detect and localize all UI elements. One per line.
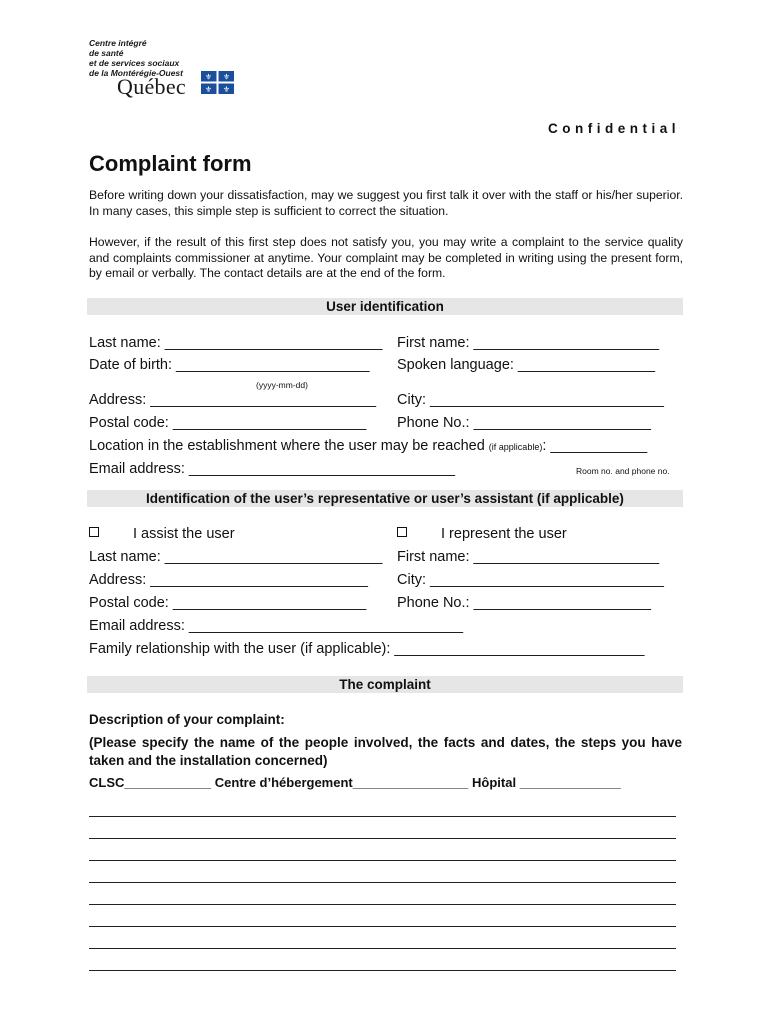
installation-fields[interactable]: CLSC____________ Centre d’hébergement________________ Hôpital ______________ xyxy=(89,775,621,790)
user-address-field[interactable]: Address: ____________________________ xyxy=(89,392,377,408)
establishment-name xyxy=(89,38,183,78)
checkbox-icon[interactable] xyxy=(89,527,99,537)
represent-user-label: I represent the user xyxy=(441,526,567,542)
assist-user-checkbox[interactable] xyxy=(89,526,235,542)
svg-text:⚜: ⚜ xyxy=(222,85,231,94)
checkbox-icon[interactable] xyxy=(397,527,407,537)
user-email-field[interactable]: Email address: _________________________________ xyxy=(89,461,456,477)
user-phone-field[interactable]: Phone No.: ______________________ xyxy=(397,415,651,431)
user-dob-field[interactable]: Date of birth: ________________________ xyxy=(89,357,370,373)
quebec-flag-icon xyxy=(201,71,234,94)
quebec-wordmark: Québec xyxy=(117,74,186,99)
rep-relationship-field[interactable]: Family relationship with the user (if applicable): _______________________________ xyxy=(89,641,645,657)
represent-user-checkbox[interactable] xyxy=(397,526,567,542)
rep-phone-field[interactable]: Phone No.: ______________________ xyxy=(397,595,651,611)
intro-paragraph: However, if the result of this first step does not satisfy you, you may write a complaint to the service quality and complaints commissioner at anytime. Your complaint may be completed in writing using the present form, by email or verbally. The contact details are at the end of the form. xyxy=(89,235,683,281)
establishment-name-line: et de services sociaux xyxy=(89,58,180,68)
section-heading-representative: Identification of the user’s representative or user’s assistant (if applicable) xyxy=(87,490,683,507)
establishment-name-line: Centre intégré xyxy=(89,38,147,48)
writing-line[interactable] xyxy=(89,882,676,883)
user-postal-code-field[interactable]: Postal code: ________________________ xyxy=(89,415,367,431)
section-heading-user: User identification xyxy=(87,298,683,315)
user-location-field[interactable] xyxy=(89,438,647,454)
user-location-hint: (if applicable) xyxy=(488,442,543,452)
writing-line[interactable] xyxy=(89,948,676,949)
writing-line[interactable] xyxy=(89,816,676,817)
dob-format-hint: (yyyy-mm-dd) xyxy=(256,380,308,390)
establishment-name-line: de santé xyxy=(89,48,124,58)
rep-email-field[interactable]: Email address: __________________________________ xyxy=(89,618,464,634)
user-city-field[interactable]: City: _____________________________ xyxy=(397,392,664,408)
rep-address-field[interactable]: Address: ___________________________ xyxy=(89,572,368,588)
svg-text:⚜: ⚜ xyxy=(204,85,213,94)
user-location-blank: : ____________ xyxy=(542,438,648,454)
rep-first-name-field[interactable]: First name: _______________________ xyxy=(397,549,660,565)
establishment-name-line: de la Montérégie-Ouest xyxy=(89,68,183,78)
intro-paragraph: Before writing down your dissatisfaction, may we suggest you first talk it over with the staff or his/her superior. In many cases, this simple step is sufficient to correct the situation. xyxy=(89,188,683,218)
writing-line[interactable] xyxy=(89,970,676,971)
confidential-label: Confidential xyxy=(548,121,680,136)
writing-line[interactable] xyxy=(89,860,676,861)
writing-line[interactable] xyxy=(89,926,676,927)
page-title: Complaint form xyxy=(89,151,252,176)
rep-last-name-field[interactable]: Last name: ___________________________ xyxy=(89,549,383,565)
writing-line[interactable] xyxy=(89,904,676,905)
user-last-name-field[interactable]: Last name: ___________________________ xyxy=(89,335,383,351)
rep-postal-code-field[interactable]: Postal code: ________________________ xyxy=(89,595,367,611)
room-phone-hint: Room no. and phone no. xyxy=(576,466,670,476)
user-location-label: Location in the establishment where the user may be reached xyxy=(89,438,485,454)
rep-city-field[interactable]: City: _____________________________ xyxy=(397,572,664,588)
complaint-description-label: Description of your complaint: xyxy=(89,712,285,727)
section-heading-complaint: The complaint xyxy=(87,676,683,693)
writing-line[interactable] xyxy=(89,838,676,839)
user-first-name-field[interactable]: First name: _______________________ xyxy=(397,335,660,351)
svg-text:⚜: ⚜ xyxy=(204,72,213,82)
user-language-field[interactable]: Spoken language: _________________ xyxy=(397,357,656,373)
assist-user-label: I assist the user xyxy=(133,526,235,542)
svg-text:⚜: ⚜ xyxy=(222,72,231,82)
complaint-instructions: (Please specify the name of the people involved, the facts and dates, the steps you have taken and the installation concerned) xyxy=(89,735,682,768)
